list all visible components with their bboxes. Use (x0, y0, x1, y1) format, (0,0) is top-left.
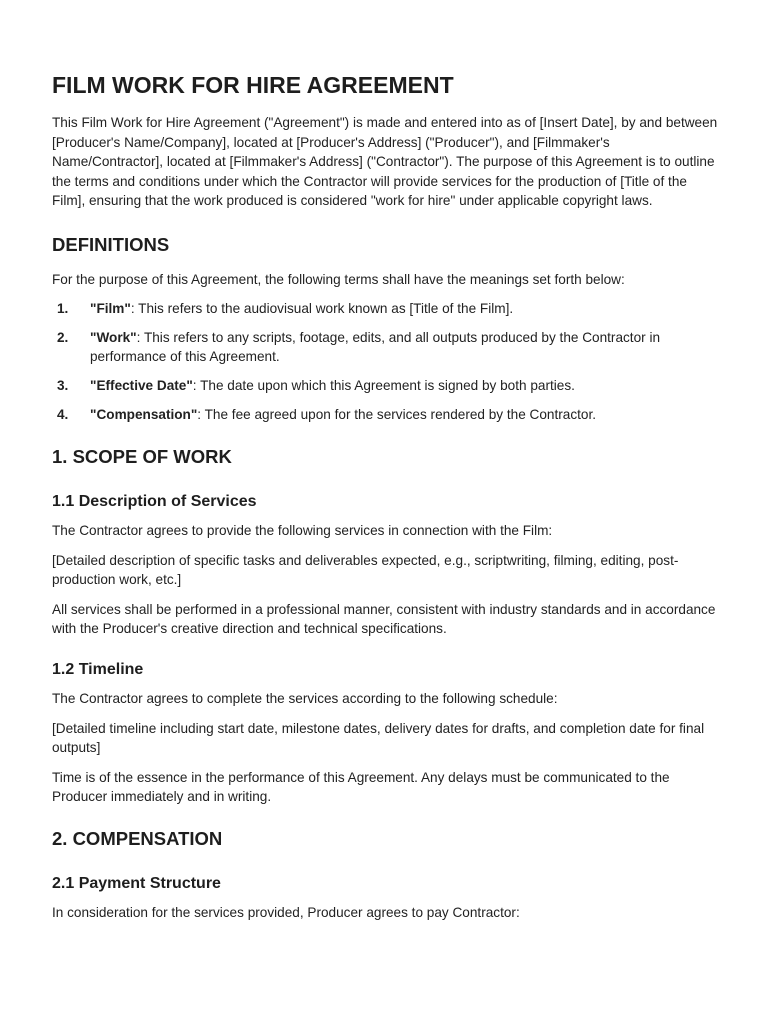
section-1-2-p1: The Contractor agrees to complete the services according to the following schedule: (52, 691, 558, 706)
intro-paragraph: This Film Work for Hire Agreement ("Agreement") is made and entered into as of [Insert Date], by and between [Producer's Name/Company], located at [Producer's Address] ("Producer"), and [Filmmaker's Name/Contractor], located at [Filmmaker's Address] ("Contractor"). The purpose of this Agreement is to outline the terms and conditions under which the Contractor will provide services for the production of [Title of the Film], ensuring that the work produced is considered "work for hire" under applicable copyright laws. (52, 115, 718, 209)
document-page (52, 70, 722, 933)
definition-item (52, 299, 722, 319)
section-1-1-p3: All services shall be performed in a professional manner, consistent with industry standards and in accordance with the Producer's creative direction and technical specifications. (52, 601, 716, 637)
definition-term: "Compensation" (90, 407, 198, 423)
definitions-lead: For the purpose of this Agreement, the following terms shall have the meanings set forth below: (52, 271, 625, 287)
section-2-1-heading: 2.1 Payment Structure (52, 874, 221, 892)
section-1-2-p2: [Detailed timeline including start date, milestone dates, delivery dates for drafts, and completion date for final outputs] (52, 720, 705, 756)
document-title: FILM WORK FOR HIRE AGREEMENT (52, 72, 454, 98)
definitions-list (52, 299, 722, 425)
definition-term: "Effective Date" (90, 378, 193, 394)
definition-item (52, 376, 722, 396)
compensation-heading: 2. COMPENSATION (52, 827, 223, 849)
section-1-1-heading: 1.1 Description of Services (52, 493, 257, 511)
section-1-2-p3: Time is of the essence in the performance of this Agreement. Any delays must be communicated to the Producer immediately and in writing. (52, 769, 670, 805)
section-1-2-heading: 1.2 Timeline (52, 661, 144, 678)
definition-item (52, 328, 722, 367)
definition-number: 3. (57, 378, 69, 394)
section-1-1-p2: [Detailed description of specific tasks and deliverables expected, e.g., scriptwriting, filming, editing, post-production work, etc.] (52, 552, 679, 588)
definition-item (52, 405, 722, 425)
section-2-1-p1: In consideration for the services provided, Producer agrees to pay Contractor: (52, 904, 520, 920)
definition-text: : This refers to the audiovisual work known as [Title of the Film]. (130, 300, 514, 316)
definition-text: : The date upon which this Agreement is signed by both parties. (192, 378, 575, 394)
definition-text: : The fee agreed upon for the services rendered by the Contractor. (197, 407, 597, 423)
section-1-1-p1: The Contractor agrees to provide the following services in connection with the Film: (52, 523, 553, 539)
definition-number: 1. (57, 300, 69, 316)
scope-heading: 1. SCOPE OF WORK (52, 446, 232, 468)
definitions-heading: DEFINITIONS (52, 233, 170, 255)
definition-number: 2. (57, 329, 69, 345)
definition-term: "Film" (90, 300, 131, 316)
definition-term: "Work" (90, 329, 137, 345)
definition-text: : This refers to any scripts, footage, edits, and all outputs produced by the Contractor in performance of this Agreement. (90, 329, 661, 365)
definition-number: 4. (57, 407, 69, 423)
